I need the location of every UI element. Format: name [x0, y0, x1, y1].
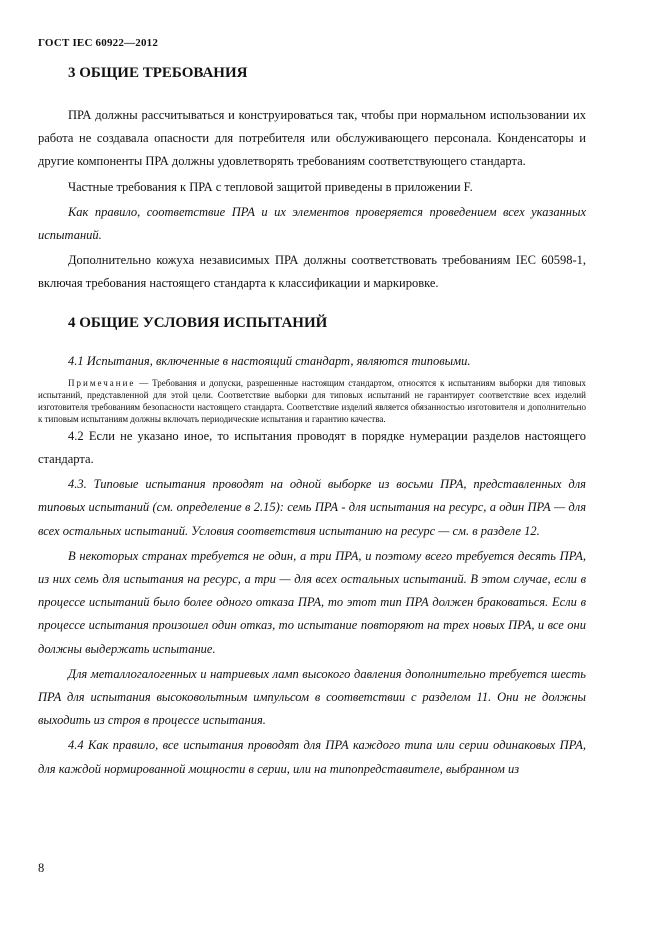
section-3-paragraph-2: Частные требования к ПРА с тепловой защитой приведены в приложении F.: [68, 179, 473, 194]
clause-4-1: 4.1 Испытания, включенные в настоящий стандарт, являются типовыми.: [68, 353, 471, 368]
clause-4-4: 4.4 Как правило, все испытания проводят для ПРА каждого типа или серии одинаковых ПРА, для каждой нормированной мощности в серии, или на типопредставителе, выбранном из: [38, 738, 586, 776]
section-3-paragraph-4: Дополнительно кожуха независимых ПРА должны соответствовать требованиям IEC 60598-1, включая требования настоящего стандарта к классификации и маркировке.: [38, 253, 586, 291]
page-body: [38, 62, 586, 783]
note-label: Примечание: [68, 377, 136, 388]
clause-4-2: 4.2 Если не указано иное, то испытания проводят в порядке нумерации разделов настоящего стандарта.: [38, 428, 586, 467]
running-header: ГОСТ IEC 60922—2012: [38, 37, 159, 49]
note-block: [38, 377, 586, 425]
page-number: 8: [38, 861, 45, 875]
section-3-paragraph-3: Как правило, соответствие ПРА и их элементов проверяется проведением всех указанных испытаний.: [38, 204, 586, 243]
section-3-title: 3 ОБЩИЕ ТРЕБОВАНИЯ: [68, 65, 248, 81]
note-text: — Требования и допуски, разрешенные настоящим стандартом, относятся к испытаниям выборки для типовых испытаний, представленной для этой цели. Соответствие выборки для типовых испытаний не гарантирует соответствие всех изделий изготовителя требованиям безопасности настоящего стандарта. Соответствие изделий является обязанностью изготовителя и дополнительно к типовым испытаниям должны включать периодические испытания и гарантию качества.: [38, 377, 586, 424]
clause-4-3: 4.3. Типовые испытания проводят на одной выборке из восьми ПРА, представленных для типовых испытаний (см. определение в 2.15): семь ПРА - для испытания на ресурс, а один ПРА — для всех остальных испытаний. Условия соответствия испытанию на ресурс — см. в разделе 12.: [38, 477, 586, 538]
section-3-paragraph-1: ПРА должны рассчитываться и конструироваться так, чтобы при нормальном использовании их работа не создавала опасности для потребителя или обслуживающего персонала. Конденсаторы и другие компоненты ПРА должны удовлетворять требованиям соответствующего стандарта.: [38, 108, 586, 169]
clause-4-3-hid-lamps: Для металлогалогенных и натриевых ламп высокого давления дополнительно требуется шесть ПРА для испытания высоковольтным импульсом в соответствии с разделом 11. Они не должны выходить из строя в процессе испытания.: [38, 666, 586, 728]
section-4-title: 4 ОБЩИЕ УСЛОВИЯ ИСПЫТАНИЙ: [68, 314, 328, 331]
clause-4-3-countries: В некоторых странах требуется не один, а три ПРА, и поэтому всего требуется десять ПРА, из них семь для испытания на ресурс, а три — для всех остальных испытаний. В этом случае, если в процессе испытаний было более одного отказа ПРА, то этот тип ПРА должен браковаться. Если в процессе испытания произошел один отказ, то испытание повторяют на трех новых ПРА, и все они должны выдержать испытание.: [38, 548, 586, 656]
